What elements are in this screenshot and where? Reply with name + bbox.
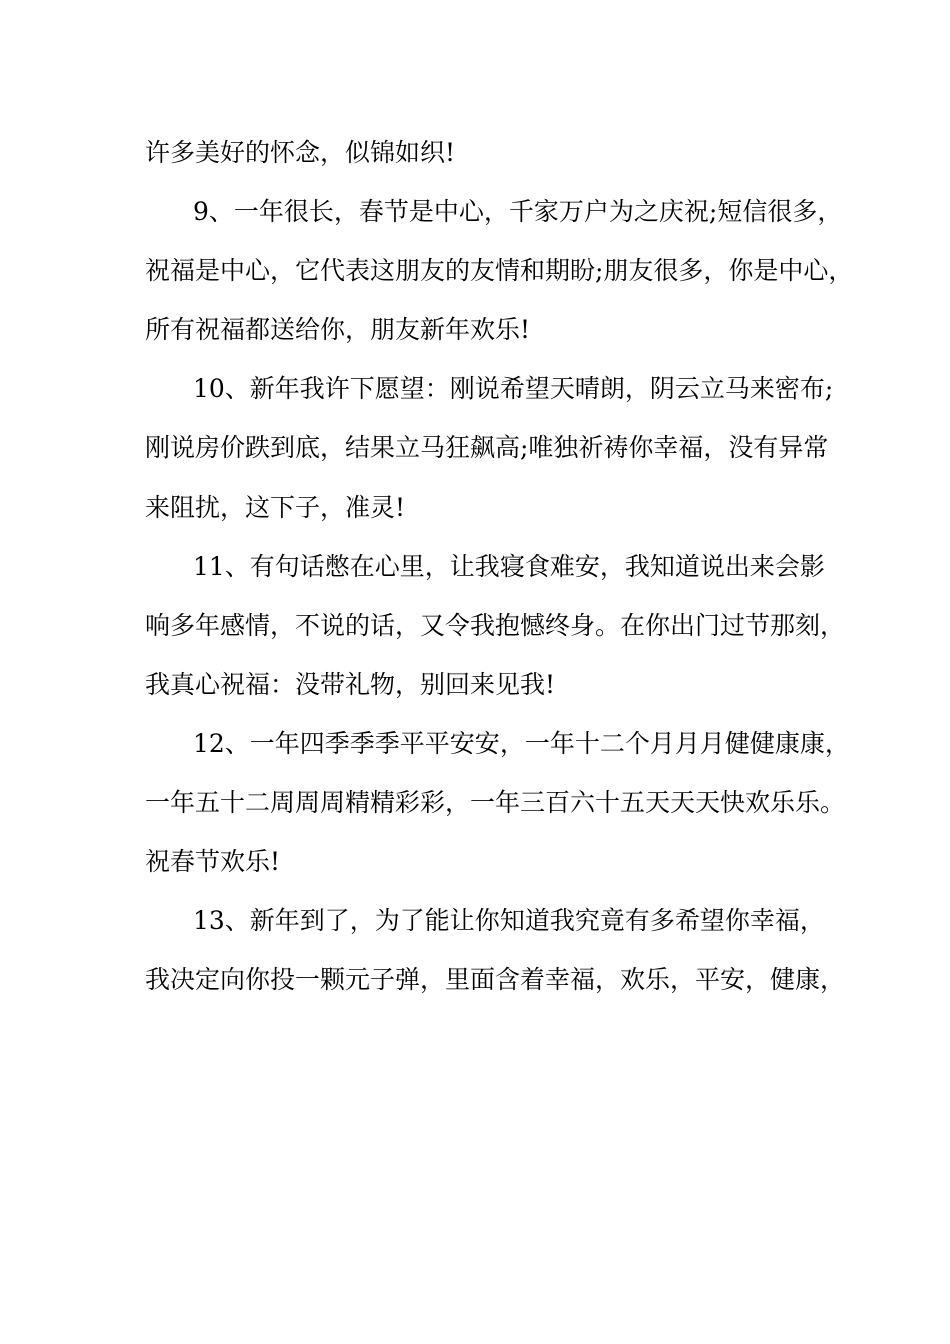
text-line: 来阻扰，这下子，准灵! xyxy=(145,492,406,522)
text-line: 祝春节欢乐! xyxy=(145,847,281,877)
text-line: 一年五十二周周周精精彩彩，一年三百六十五天天天快欢乐乐。 xyxy=(145,788,846,818)
text-line: 9、一年很长，春节是中心，千家万户为之庆祝;短信很多， xyxy=(193,197,843,227)
text-line: 许多美好的怀念，似锦如织! xyxy=(145,138,456,167)
text-line: 我真心祝福：没带礼物，别回来见我! xyxy=(145,669,556,699)
text-line: 10、新年我许下愿望：刚说希望天晴朗，阴云立马来密布; xyxy=(193,374,834,404)
text-line: 祝福是中心，它代表这朋友的友情和期盼;朋友很多，你是中心， xyxy=(145,256,854,286)
document-body xyxy=(145,123,854,1009)
text-line: 12、一年四季季季平平安安，一年十二个月月月健健康康， xyxy=(193,728,850,758)
text-line: 响多年感情，不说的话，又令我抱憾终身。在你出门过节那刻， xyxy=(145,610,846,640)
text-line: 我决定向你投一颗元子弹，里面含着幸福，欢乐，平安，健康， xyxy=(145,965,846,995)
text-line: 刚说房价跌到底，结果立马狂飙高;唯独祈祷你幸福，没有异常 xyxy=(145,433,829,463)
text-line: 13、新年到了，为了能让你知道我究竟有多希望你幸福， xyxy=(193,906,825,936)
text-line: 所有祝福都送给你，朋友新年欢乐! xyxy=(145,315,531,345)
text-line: 11、有句话憋在心里，让我寝食难安，我知道说出来会影 xyxy=(193,551,825,581)
